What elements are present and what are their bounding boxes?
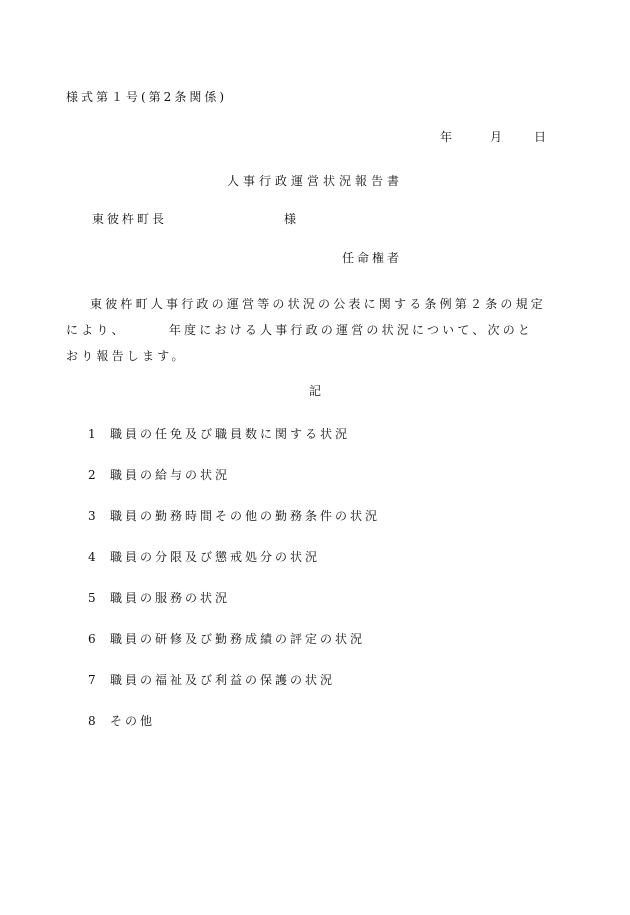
item-number: 7 bbox=[88, 673, 96, 687]
body-paragraph bbox=[66, 291, 546, 369]
item-label: 職員の福祉及び利益の保護の状況 bbox=[110, 673, 336, 687]
item-label: 職員の研修及び勤務成績の評定の状況 bbox=[110, 632, 366, 646]
date-year-label: 年 bbox=[440, 130, 456, 144]
addressee: 東彼杵町長 bbox=[92, 212, 168, 226]
item-number: 4 bbox=[88, 550, 96, 564]
date-month-label: 月 bbox=[490, 130, 506, 144]
body-text-part1: 東彼杵町人事行政の運営等の状況の公表に関する条例第２条の規定により、 bbox=[66, 297, 547, 337]
item-label: 職員の分限及び懲戒処分の状況 bbox=[110, 550, 321, 564]
honorific: 様 bbox=[284, 212, 300, 226]
form-number: 様式第１号(第2条関係) bbox=[66, 90, 227, 104]
body-text-part2: 年度における人事行政の運営の状況について、次のとおり報告します。 bbox=[66, 323, 534, 363]
item-number: 1 bbox=[88, 427, 96, 441]
date-day-label: 日 bbox=[534, 130, 550, 144]
item-label: 職員の服務の状況 bbox=[110, 591, 231, 605]
item-label: 職員の勤務時間その他の勤務条件の状況 bbox=[110, 509, 381, 523]
item-label: 職員の給与の状況 bbox=[110, 468, 231, 482]
item-number: 8 bbox=[88, 714, 96, 728]
item-label: その他 bbox=[110, 714, 156, 728]
item-label: 職員の任免及び職員数に関する状況 bbox=[110, 427, 351, 441]
item-number: 6 bbox=[88, 632, 96, 646]
sender: 任命権者 bbox=[342, 251, 403, 265]
item-number: 3 bbox=[88, 509, 96, 523]
document-title: 人事行政運営状況報告書 bbox=[226, 174, 403, 188]
item-number: 5 bbox=[88, 591, 96, 605]
item-number: 2 bbox=[88, 468, 96, 482]
ki-marker: 記 bbox=[308, 384, 321, 398]
